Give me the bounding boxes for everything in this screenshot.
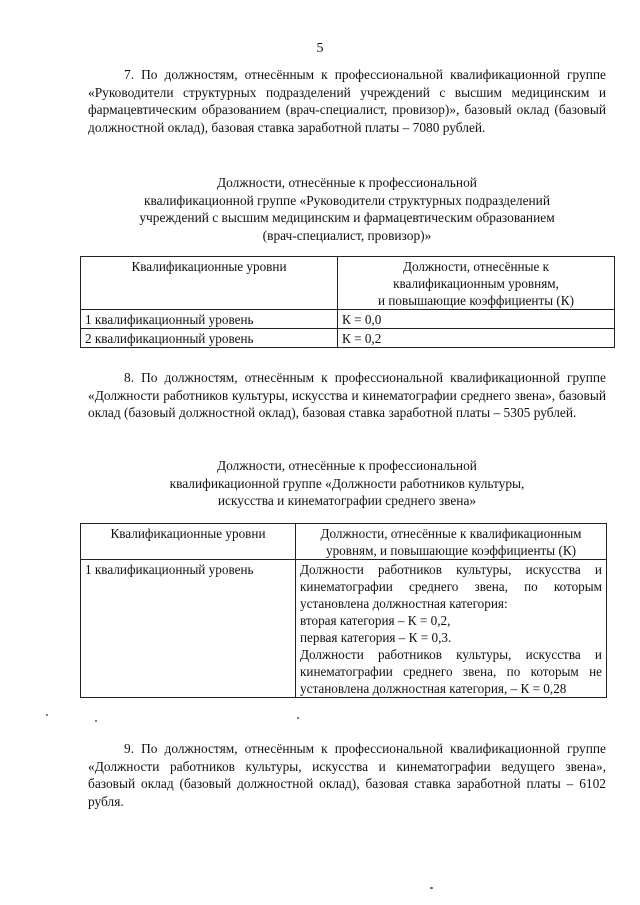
heading-1-line-1: Должности, отнесённые к профессиональной	[217, 175, 477, 190]
table-qualification-levels-2	[80, 523, 607, 698]
paragraph-9: 9. По должностям, отнесённым к профессиональной квалификационной группе «Должности работников культуры, искусства и кинематографии ведущего звена», базовый оклад (базовый должностной оклад), базовая ставка заработной платы – 6102 рубля.	[88, 741, 606, 809]
heading-2-line-2: квалификационной группе «Должности работников культуры,	[169, 475, 525, 491]
scan-speck	[46, 714, 48, 716]
paragraph-7: 7. По должностям, отнесённым к профессиональной квалификационной группе «Руководители структурных подразделений учреждений с высшим медицинским и фармацевтическим образованием (врач-специалист, провизор)», базовый оклад (базовый должностной оклад), базовая ставка заработной платы – 7080 рублей.	[88, 67, 606, 135]
coefficient-cell: К = 0,0	[338, 310, 615, 329]
heading-2-line-3: искусства и кинематографии среднего звена»	[217, 493, 477, 509]
first-category-coefficient: первая категория – К = 0,3.	[300, 630, 452, 645]
scan-speck	[430, 887, 433, 889]
paragraph-8: 8. По должностям, отнесённым к профессиональной квалификационной группе «Должности работников культуры, искусства и кинематографии среднего звена», базовый оклад (базовый должностной оклад), базовая ставка заработной платы – 5305 рублей.	[88, 370, 606, 421]
column-header-positions	[338, 257, 615, 310]
table-header-row	[81, 524, 607, 560]
qualification-level-cell: 1 квалификационный уровень	[81, 560, 296, 698]
heading-1-line-2: квалификационной группе «Руководители структурных подразделений	[143, 192, 551, 208]
table-header-row	[81, 257, 615, 310]
column-header-levels: Квалификационные уровни	[81, 257, 338, 310]
page-number: 5	[316, 41, 324, 56]
qualification-level-cell: 1 квалификационный уровень	[81, 310, 338, 329]
scan-speck	[95, 720, 97, 722]
coefficient-cell: К = 0,2	[338, 329, 615, 348]
table-qualification-levels-1	[80, 256, 615, 348]
heading-table-2	[80, 457, 614, 510]
column-header-positions-line-1: Должности, отнесённые к квалификационным	[320, 526, 582, 541]
column-header-positions-line-3: и повышающие коэффициенты (К)	[378, 293, 574, 308]
table-row	[81, 329, 615, 348]
column-header-positions-line-1: Должности, отнесённые к	[402, 259, 550, 274]
positions-with-category-text: Должности работников культуры, искусства и кинематографии среднего звена, по которым установлена должностная категория:	[300, 562, 602, 611]
table-row	[81, 310, 615, 329]
heading-1-line-4: (врач-специалист, провизор)»	[262, 227, 432, 243]
qualification-level-cell: 2 квалификационный уровень	[81, 329, 338, 348]
heading-2-line-1: Должности, отнесённые к профессиональной	[217, 458, 477, 473]
column-header-levels: Квалификационные уровни	[81, 524, 296, 560]
column-header-positions-line-2: уровням, и повышающие коэффициенты (К)	[325, 543, 577, 558]
positions-without-category-text: Должности работников культуры, искусства и кинематографии среднего звена, по которым не установлена должностная категория, – К = 0,28	[300, 647, 602, 696]
table-row	[81, 560, 607, 698]
positions-cell	[296, 560, 607, 698]
second-category-coefficient: вторая категория – К = 0,2,	[300, 613, 451, 628]
heading-1-line-3: учреждений с высшим медицинским и фармацевтическим образованием	[139, 210, 555, 226]
column-header-positions-line-2: квалификационным уровням,	[393, 276, 559, 291]
column-header-positions	[296, 524, 607, 560]
scan-speck	[297, 717, 299, 719]
heading-table-1	[80, 174, 614, 244]
